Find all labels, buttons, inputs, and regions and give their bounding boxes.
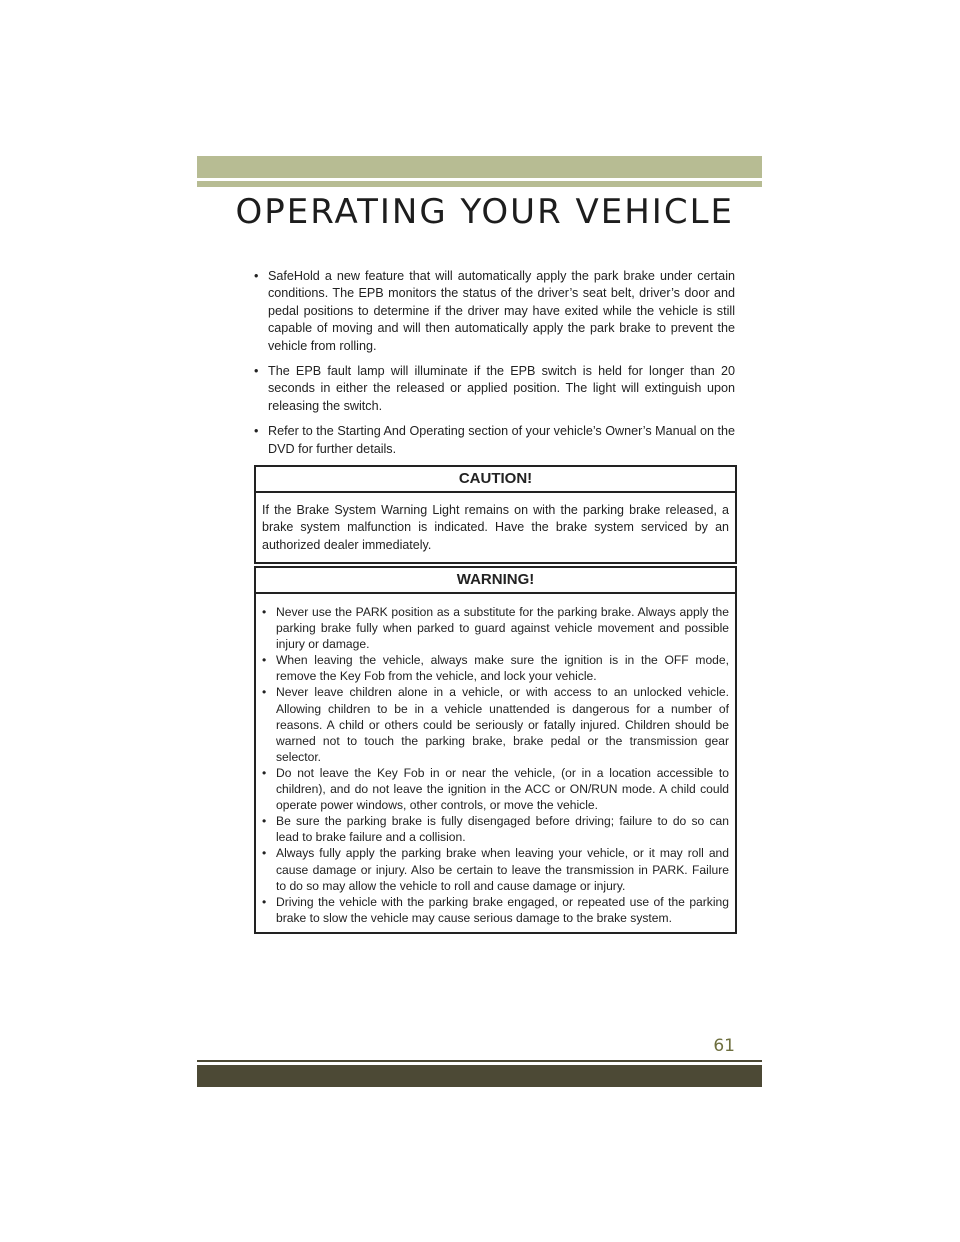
header-rule	[197, 181, 762, 187]
bullet-icon: •	[254, 269, 259, 283]
header-bar	[197, 156, 762, 178]
warning-item-text: When leaving the vehicle, always make sure the ignition is in the OFF mode, remove the Key Fob from the vehicle, and lock your vehicle.	[276, 653, 729, 684]
warning-item	[262, 845, 729, 893]
bullet-icon: •	[262, 765, 267, 780]
warning-item	[262, 765, 729, 813]
warning-item	[262, 894, 729, 926]
bullet-icon: •	[262, 814, 267, 829]
list-item	[254, 363, 735, 415]
warning-box	[254, 566, 737, 934]
list-item-text: SafeHold a new feature that will automatically apply the park brake under certain conditions. The EPB monitors the status of the driver’s seat belt, driver’s door and pedal positions to determine if the driver may have exited while the vehicle is still capable of moving and will then automatically apply the park brake to prevent the vehicle from rolling.	[268, 269, 735, 353]
warning-heading: WARNING!	[456, 571, 535, 588]
page-number: 61	[713, 1036, 735, 1056]
list-item-text: Refer to the Starting And Operating section of your vehicle’s Owner’s Manual on the DVD for further details.	[268, 424, 735, 456]
section-title: OPERATING YOUR VEHICLE	[235, 192, 734, 232]
warning-item-text: Never leave children alone in a vehicle, or with access to an unlocked vehicle. Allowing children to be in a vehicle unattended is dangerous for a number of reasons. A child or others could be seriously or fatally injured. Children should be warned not to touch the parking brake, brake pedal or the transmission gear selector.	[276, 685, 729, 764]
caution-box	[254, 465, 737, 564]
warning-item	[262, 604, 729, 652]
warning-item-text: Always fully apply the parking brake when leaving your vehicle, or it may roll and cause damage or injury. Also be certain to leave the transmission in PARK. Failure to do so may allow the vehicle to roll and cause damage or injury.	[276, 846, 729, 893]
bullet-icon: •	[254, 424, 259, 439]
bullet-icon: •	[262, 653, 267, 668]
bullet-icon: •	[262, 685, 267, 700]
bullet-icon: •	[262, 894, 267, 909]
warning-item	[262, 813, 729, 845]
warning-item-text: Be sure the parking brake is fully disengaged before driving; failure to do so can lead to brake failure and a collision.	[276, 814, 729, 845]
list-item-text: The EPB fault lamp will illuminate if the EPB switch is held for longer than 20 seconds in either the released or applied position. The light will extinguish upon releasing the switch.	[268, 364, 735, 413]
bullet-icon: •	[262, 605, 267, 619]
warning-item-text: Never use the PARK position as a substitute for the parking brake. Always apply the parking brake fully when parked to guard against vehicle movement and possible injury or damage.	[276, 605, 729, 652]
list-item	[254, 423, 735, 458]
bullet-icon: •	[262, 846, 267, 861]
warning-item	[262, 684, 729, 764]
warning-list	[256, 594, 735, 932]
footer-rule	[197, 1060, 762, 1062]
warning-item	[262, 652, 729, 684]
footer-bar	[197, 1065, 762, 1087]
intro-bullet-list	[254, 268, 735, 466]
caution-body: If the Brake System Warning Light remains on with the parking brake released, a brake system malfunction is indicated. Have the brake system serviced by an authorized dealer immediately.	[262, 503, 729, 552]
caution-heading: CAUTION!	[458, 470, 533, 487]
warning-item-text: Driving the vehicle with the parking brake engaged, or repeated use of the parking brake to slow the vehicle may cause serious damage to the brake system.	[276, 894, 729, 925]
bullet-icon: •	[254, 364, 259, 379]
warning-item-text: Do not leave the Key Fob in or near the vehicle, (or in a location accessible to children), and do not leave the ignition in the ACC or ON/RUN mode. A child could operate power windows, other controls, or move the vehicle.	[276, 765, 729, 813]
list-item	[254, 268, 735, 355]
